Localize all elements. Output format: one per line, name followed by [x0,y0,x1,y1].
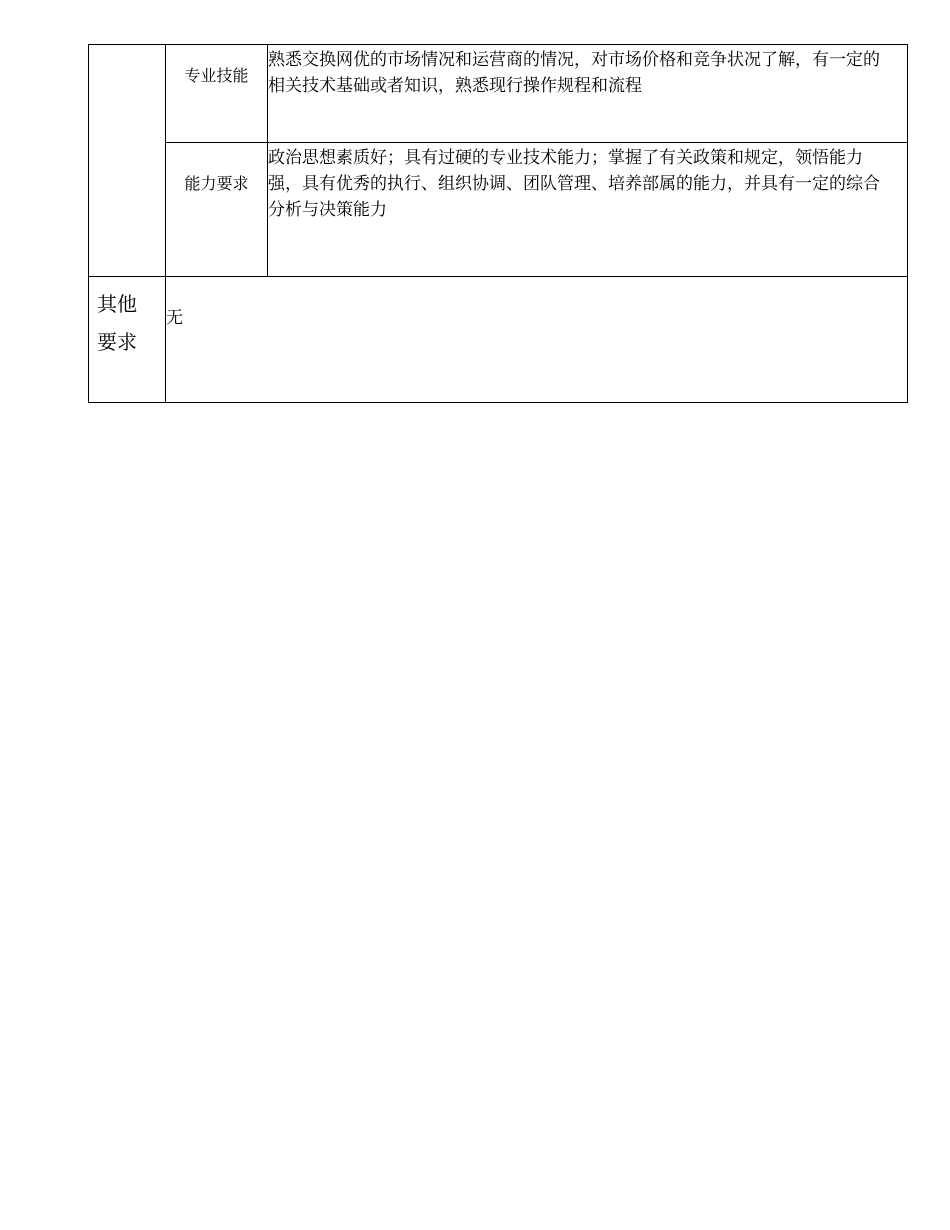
table-row-ability [89,143,908,277]
other-label-line2: 要求 [97,330,137,354]
table-row-other [89,277,908,403]
other-label-cell [89,277,166,403]
row-content-skills: 熟悉交换网优的市场情况和运营商的情况，对市场价格和竞争状况了解，有一定的相关技术基础或者知识，熟悉现行操作规程和流程 [268,45,908,143]
row-label-ability: 能力要求 [166,143,268,277]
row-content-ability: 政治思想素质好；具有过硬的专业技术能力；掌握了有关政策和规定，领悟能力强，具有优秀的执行、组织协调、团队管理、培养部属的能力，并具有一定的综合分析与决策能力 [268,143,908,277]
other-label-line1: 其他 [97,292,137,316]
row-label-skills: 专业技能 [166,45,268,143]
other-content: 无 [166,277,908,403]
table-row-skills [89,45,908,143]
category-cell-empty [89,45,166,277]
requirements-table [88,44,908,403]
